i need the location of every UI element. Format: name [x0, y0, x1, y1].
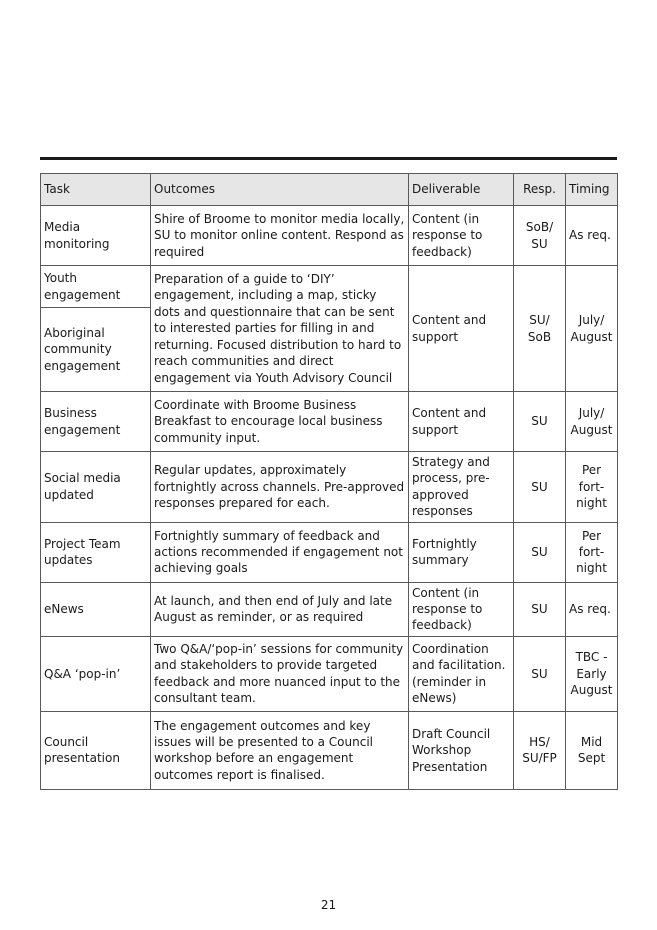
task-cell: Business engagement [41, 392, 151, 452]
table-row [41, 711, 618, 789]
engagement-plan-table [40, 173, 618, 790]
outcomes-cell: Preparation of a guide to ‘DIY’ engagement, including a map, sticky dots and questionnaire that can be sent to interested parties for filling in and returning. Focused distribution to hard to reach communities and direct engagement via Youth Advisory Council [151, 266, 409, 392]
header-timing: Timing [566, 174, 618, 206]
outcomes-cell: The engagement outcomes and key issues will be presented to a Council workshop before an engagement outcomes report is finalised. [151, 711, 409, 789]
outcomes-cell: At launch, and then end of July and late August as reminder, or as required [151, 582, 409, 636]
table-row [41, 392, 618, 452]
task-cell: Q&A ‘pop-in’ [41, 636, 151, 711]
task-cell: Social media updated [41, 452, 151, 523]
resp-cell: SU [514, 582, 566, 636]
deliverable-cell: Strategy and process, pre-approved responses [409, 452, 514, 523]
timing-cell: As req. [566, 206, 618, 266]
task-cell: Youth engagement [41, 266, 151, 308]
outcomes-cell: Coordinate with Broome Business Breakfast to encourage local business community input. [151, 392, 409, 452]
resp-cell: SU [514, 452, 566, 523]
deliverable-cell: Content (in response to feedback) [409, 582, 514, 636]
timing-cell: Per fort-night [566, 522, 618, 582]
timing-cell: July/ August [566, 266, 618, 392]
header-outcomes: Outcomes [151, 174, 409, 206]
task-cell: Media monitoring [41, 206, 151, 266]
deliverable-cell: Fortnightly summary [409, 522, 514, 582]
deliverable-cell: Content and support [409, 392, 514, 452]
header-deliverable: Deliverable [409, 174, 514, 206]
timing-cell: July/ August [566, 392, 618, 452]
resp-cell: HS/ SU/FP [514, 711, 566, 789]
resp-cell: SoB/ SU [514, 206, 566, 266]
timing-cell: TBC - Early August [566, 636, 618, 711]
outcomes-cell: Shire of Broome to monitor media locally, SU to monitor online content. Respond as required [151, 206, 409, 266]
header-resp: Resp. [514, 174, 566, 206]
outcomes-cell: Regular updates, approximately fortnightly across channels. Pre-approved responses prepared for each. [151, 452, 409, 523]
table-row [41, 452, 618, 523]
deliverable-cell: Draft Council Workshop Presentation [409, 711, 514, 789]
task-cell: Project Team updates [41, 522, 151, 582]
resp-cell: SU/ SoB [514, 266, 566, 392]
timing-cell: As req. [566, 582, 618, 636]
top-rule [40, 157, 617, 160]
deliverable-cell: Content (in response to feedback) [409, 206, 514, 266]
timing-cell: Mid Sept [566, 711, 618, 789]
page-number: 21 [320, 898, 337, 912]
task-cell: Council presentation [41, 711, 151, 789]
outcomes-cell: Fortnightly summary of feedback and actions recommended if engagement not achieving goals [151, 522, 409, 582]
table-row [41, 206, 618, 266]
table-header-row [41, 174, 618, 206]
table-row [41, 636, 618, 711]
deliverable-cell: Coordination and facilitation. (reminder in eNews) [409, 636, 514, 711]
table-row [41, 266, 618, 308]
task-cell: eNews [41, 582, 151, 636]
task-cell: Aboriginal community engagement [41, 308, 151, 392]
deliverable-cell: Content and support [409, 266, 514, 392]
resp-cell: SU [514, 522, 566, 582]
resp-cell: SU [514, 636, 566, 711]
timing-cell: Per fort-night [566, 452, 618, 523]
outcomes-cell: Two Q&A/‘pop-in’ sessions for community and stakeholders to provide targeted feedback and more nuanced input to the consultant team. [151, 636, 409, 711]
resp-cell: SU [514, 392, 566, 452]
header-task: Task [41, 174, 151, 206]
table-row [41, 522, 618, 582]
table-row [41, 582, 618, 636]
